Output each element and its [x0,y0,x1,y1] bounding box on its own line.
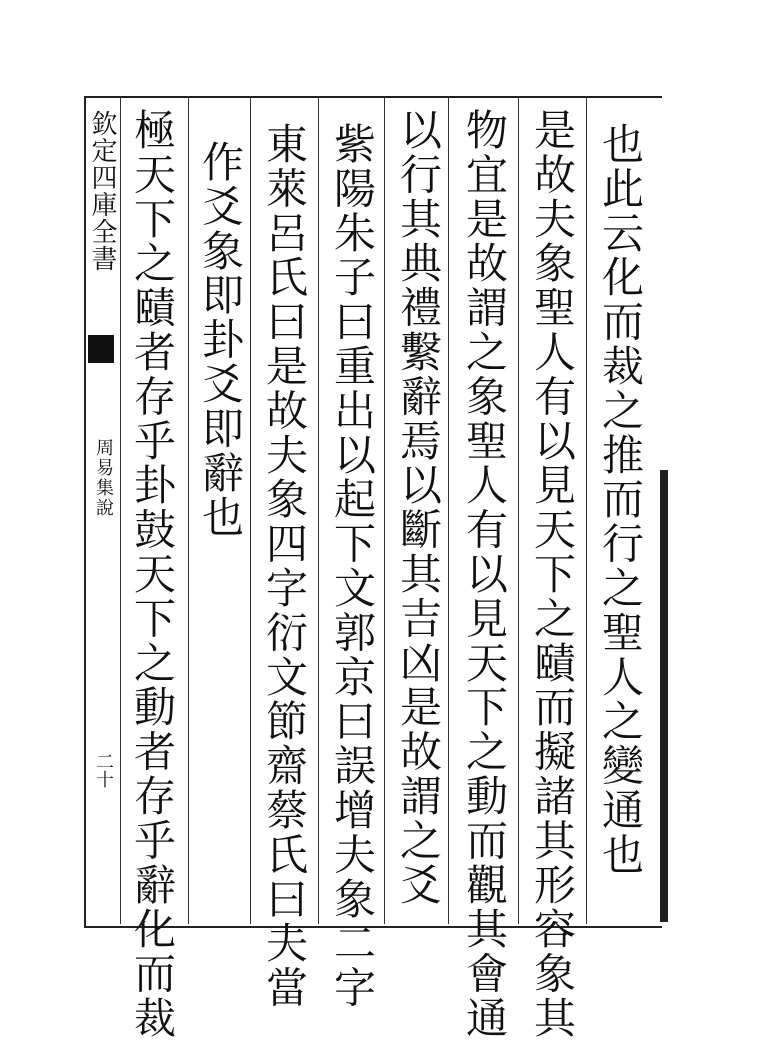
text-column-8: 極天下之賾者存乎卦鼓天下之動者存乎辭化而裁 [128,108,177,1040]
column-rule [188,96,189,924]
column-rule [384,96,385,924]
text-column-3: 物宜是故謂之象聖人有以見天下之動而觀其會通 [460,108,509,1040]
text-column-2: 是故夫象聖人有以見天下之賾而擬諸其形容象其 [528,108,577,1040]
fish-tail-mark [88,335,114,363]
column-rule [586,96,587,924]
column-rule [518,96,519,924]
column-rule [448,96,449,924]
margin-page-number: 二十 [93,752,114,788]
column-rule [120,96,121,924]
text-column-7: 作爻象即卦爻即辭也 [196,140,245,540]
page-edge-shadow [660,470,668,922]
text-column-4: 以行其典禮繫辭焉以斷其吉凶是故謂之爻 [394,108,443,908]
text-column-5: 紫陽朱子曰重出以起下文郭京曰誤增夫象二字 [328,122,377,1010]
margin-subtitle: 周易集說 [93,438,114,518]
column-rule [250,96,251,924]
column-rule [318,96,319,924]
text-column-6: 東萊呂氏曰是故夫象四字衍文節齋蔡氏曰夫當 [260,122,309,1010]
margin-book-title: 欽定四庫全書 [87,110,117,272]
text-column-1: 也此云化而裁之推而行之聖人之變通也 [596,122,645,877]
